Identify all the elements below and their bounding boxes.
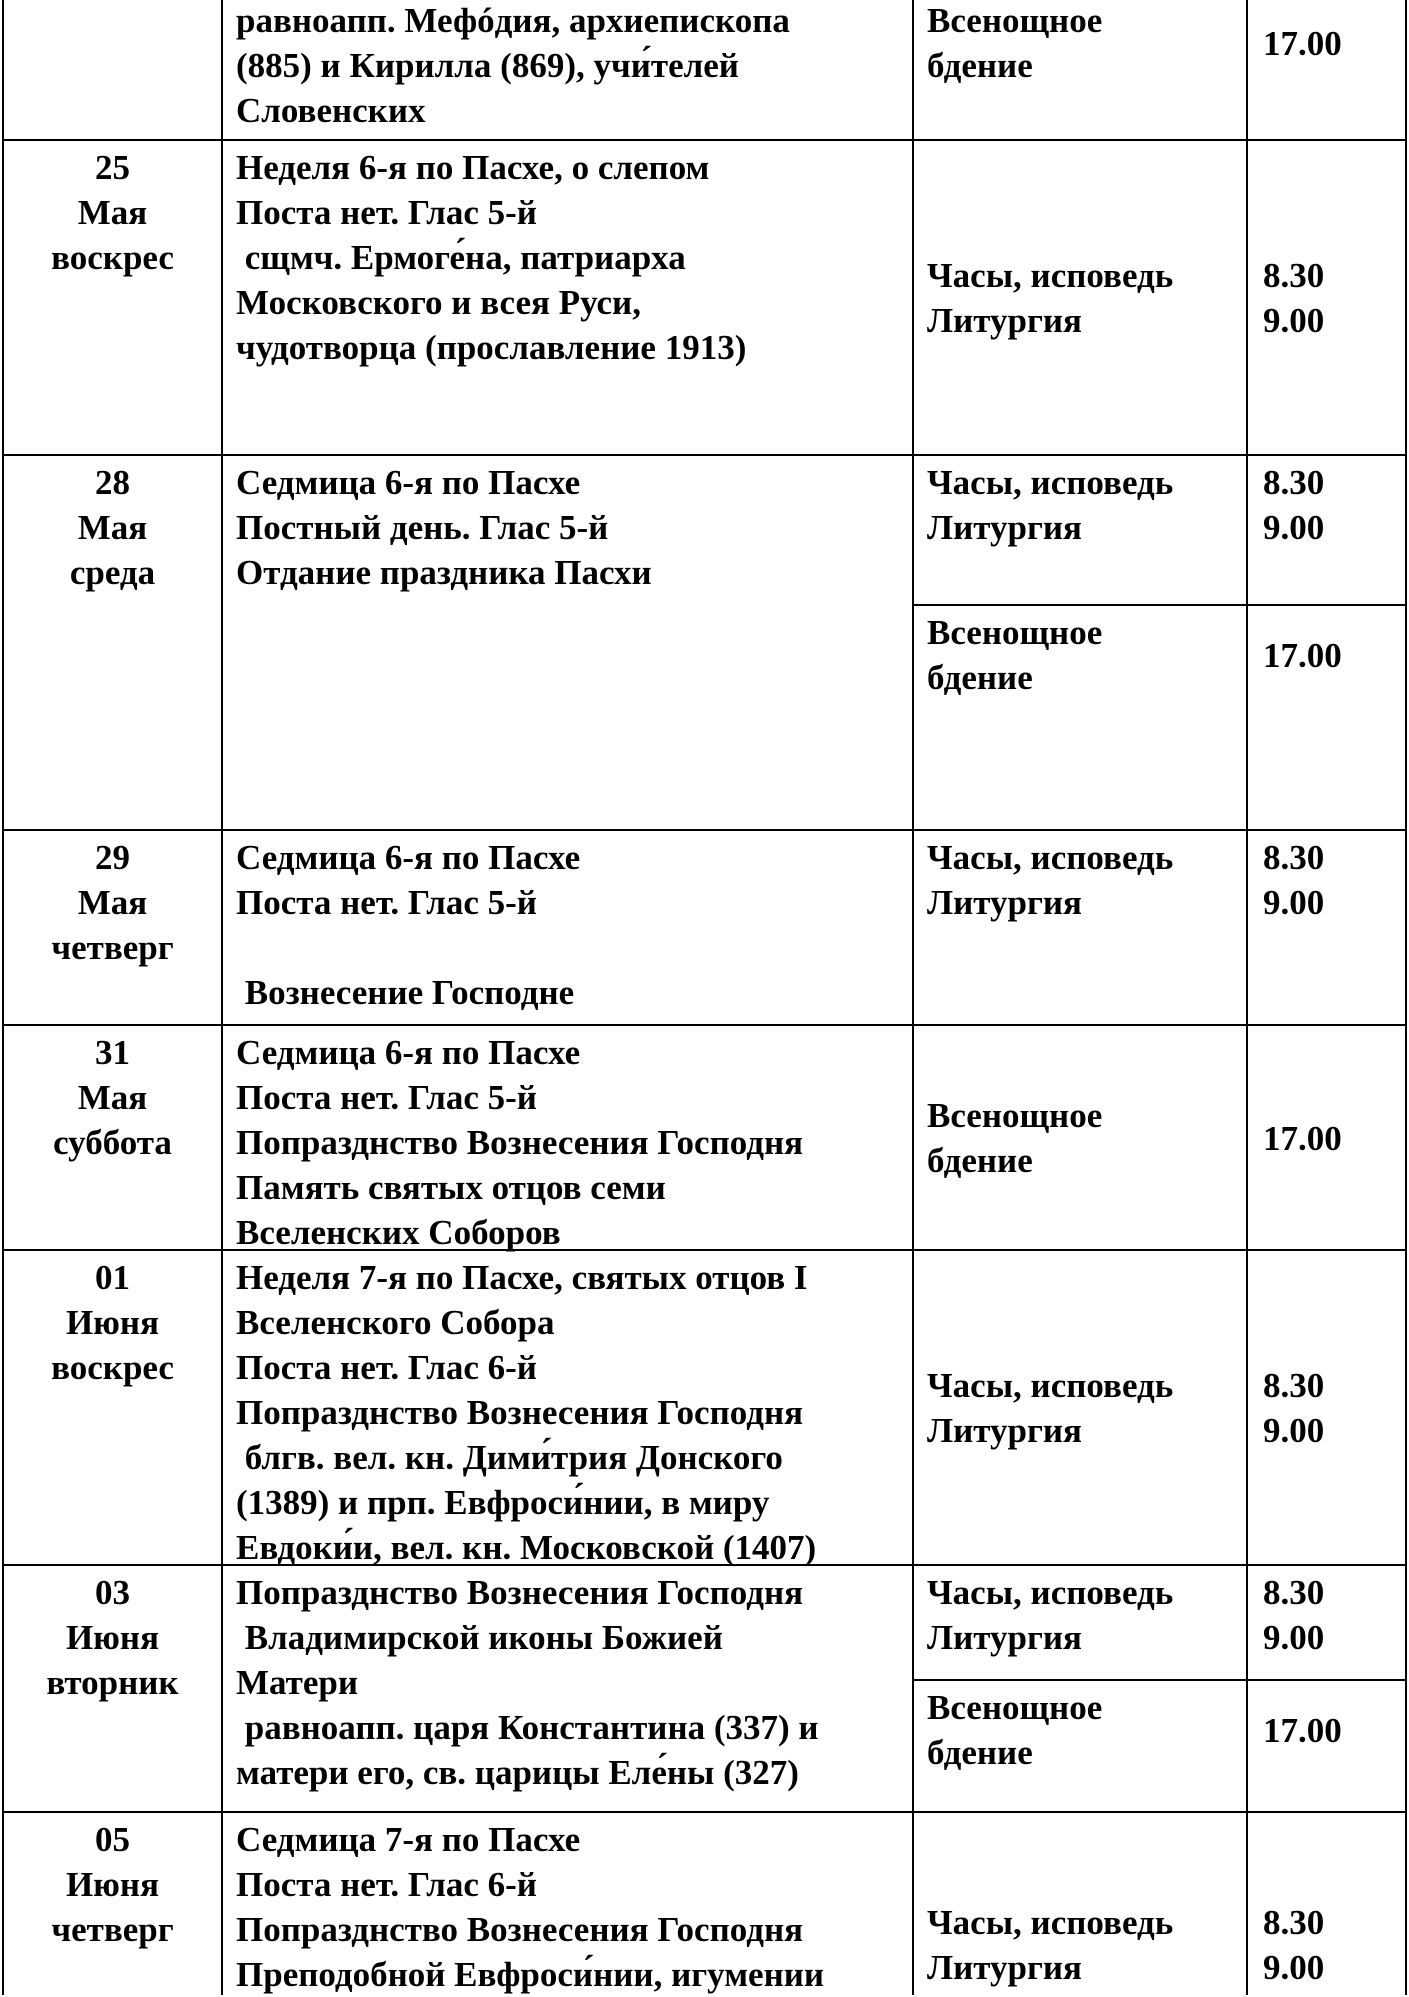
service-time-cell: [1263, 1900, 1404, 1990]
service-name-cell-line: Литургия: [927, 1948, 1082, 1987]
description-cell-line: Матери: [236, 1663, 358, 1702]
service-name-cell-line: Литургия: [927, 1618, 1082, 1657]
date-cell-line: вторник: [46, 1663, 179, 1702]
description-cell-line: (1389) и прп. Евфроси́нии, в миру: [236, 1483, 770, 1522]
service-time-cell-line: 8.30: [1263, 1366, 1325, 1405]
service-name-cell-line: Литургия: [927, 883, 1082, 922]
description-cell-line: блгв. вел. кн. Дими́трия Донского: [236, 1438, 783, 1477]
table-horizontal-rule: [3, 1024, 1406, 1026]
description-cell-line: Седмица 6-я по Пасхе: [236, 838, 581, 877]
description-cell-line: Вселенских Соборов: [236, 1213, 561, 1252]
service-name-cell-line: бдение: [927, 658, 1033, 697]
description-cell-line: Поста нет. Глас 5-й: [236, 1078, 537, 1117]
service-name-cell-line: Часы, исповедь: [927, 463, 1174, 502]
service-time-cell-line: 8.30: [1263, 838, 1325, 877]
service-name-cell-line: бдение: [927, 1141, 1033, 1180]
service-name-cell-line: Всенощное: [927, 1688, 1103, 1727]
description-cell-line: Владимирской иконы Божией: [236, 1618, 723, 1657]
description-cell-line: Постный день. Глас 5-й: [236, 508, 609, 547]
service-name-cell-line: бдение: [927, 1733, 1033, 1772]
date-cell-line: Июня: [65, 1303, 160, 1342]
description-cell-line: Седмица 6-я по Пасхе: [236, 1033, 581, 1072]
description-cell-line: [236, 925, 911, 970]
service-name-cell: [927, 835, 1245, 925]
service-name-cell: [927, 1363, 1245, 1453]
description-cell-line: Поста нет. Глас 5-й: [236, 883, 537, 922]
service-time-cell-line: 17.00: [1263, 1119, 1342, 1158]
description-cell-line: сщмч. Ермоге́на, патриарха: [236, 238, 686, 277]
description-cell-line: чудотворца (прославление 1913): [236, 328, 747, 367]
date-cell-line: Мая: [77, 1078, 148, 1117]
service-name-cell: [927, 1900, 1245, 1990]
description-cell-line: Неделя 7-я по Пасхе, святых отцов I: [236, 1258, 808, 1297]
service-time-cell-line: 17.00: [1263, 1711, 1342, 1750]
date-cell: [3, 835, 222, 970]
description-cell-line: Поста нет. Глас 6-й: [236, 1865, 537, 1904]
date-cell-line: 01: [95, 1258, 130, 1297]
date-cell: [3, 1255, 222, 1390]
description-cell-line: Попразднство Вознесения Господня: [236, 1573, 804, 1612]
service-time-cell-line: 17.00: [1263, 24, 1342, 63]
description-cell-line: Московского и всея Руси,: [236, 283, 641, 322]
table-vertical-rule: [1405, 0, 1407, 1995]
service-time-cell-line: 8.30: [1263, 256, 1325, 295]
description-cell-line: Память святых отцов семи: [236, 1168, 666, 1207]
service-name-cell-line: Всенощное: [927, 1, 1103, 40]
service-name-cell-line: Литургия: [927, 508, 1082, 547]
date-cell-line: воскрес: [51, 1348, 174, 1387]
description-cell-line: матери его, св. царицы Еле́ны (327): [236, 1753, 799, 1792]
service-time-cell: [1263, 835, 1404, 925]
date-cell-line: 29: [95, 838, 130, 877]
date-cell-line: воскрес: [51, 238, 174, 277]
service-time-cell-line: 9.00: [1263, 1411, 1325, 1450]
description-cell: [236, 460, 911, 595]
service-name-cell: [927, 1685, 1245, 1775]
service-time-cell-line: 8.30: [1263, 463, 1325, 502]
service-time-cell: [1263, 633, 1404, 678]
table-horizontal-rule: [3, 139, 1406, 141]
service-time-cell-line: 8.30: [1263, 1903, 1325, 1942]
description-cell-line: Седмица 7-я по Пасхе: [236, 1820, 581, 1859]
service-name-cell: [927, 253, 1245, 343]
service-time-cell-line: 9.00: [1263, 1618, 1325, 1657]
service-name-cell: [927, 610, 1245, 700]
date-cell: [3, 145, 222, 280]
service-name-cell-line: Всенощное: [927, 1096, 1103, 1135]
description-cell-line: Попразднство Вознесения Господня: [236, 1393, 804, 1432]
table-vertical-rule: [912, 0, 914, 1995]
date-cell: [3, 1030, 222, 1165]
description-cell-line: Преподобной Евфроси́нии, игумении: [236, 1955, 825, 1994]
service-name-cell: [927, 1570, 1245, 1660]
description-cell: [236, 1255, 911, 1570]
service-name-cell-line: Часы, исповедь: [927, 256, 1174, 295]
table-horizontal-rule: [3, 1811, 1406, 1813]
date-cell-line: среда: [69, 553, 156, 592]
description-cell-line: Попразднство Вознесения Господня: [236, 1910, 804, 1949]
description-cell: [236, 145, 911, 370]
service-time-cell: [1263, 1116, 1404, 1161]
service-time-cell: [1263, 253, 1404, 343]
date-cell-line: Июня: [65, 1865, 160, 1904]
table-horizontal-rule: [913, 604, 1406, 606]
description-cell-line: Поста нет. Глас 5-й: [236, 193, 537, 232]
table-horizontal-rule: [3, 829, 1406, 831]
table-horizontal-rule: [3, 454, 1406, 456]
service-time-cell: [1263, 21, 1404, 66]
date-cell-line: 05: [95, 1820, 130, 1859]
service-name-cell-line: Часы, исповедь: [927, 1366, 1174, 1405]
service-time-cell-line: 8.30: [1263, 1573, 1325, 1612]
service-name-cell: [927, 460, 1245, 550]
service-name-cell-line: Литургия: [927, 1411, 1082, 1450]
service-time-cell: [1263, 460, 1404, 550]
service-time-cell-line: 9.00: [1263, 508, 1325, 547]
date-cell: [3, 460, 222, 595]
service-name-cell-line: Всенощное: [927, 613, 1103, 652]
description-cell-line: Евдоки́и, вел. кн. Московской (1407): [236, 1528, 817, 1567]
description-cell: [236, 1030, 911, 1255]
date-cell-line: Июня: [65, 1618, 160, 1657]
date-cell-line: 31: [95, 1033, 130, 1072]
table-vertical-rule: [1246, 0, 1248, 1995]
service-time-cell-line: 17.00: [1263, 636, 1342, 675]
service-name-cell-line: Часы, исповедь: [927, 838, 1174, 877]
date-cell-line: 28: [95, 463, 130, 502]
description-cell-line: Вселенского Собора: [236, 1303, 555, 1342]
service-name-cell-line: Часы, исповедь: [927, 1903, 1174, 1942]
date-cell-line: суббота: [53, 1123, 172, 1162]
date-cell-line: 25: [95, 148, 130, 187]
service-time-cell: [1263, 1570, 1404, 1660]
service-time-cell-line: 9.00: [1263, 301, 1325, 340]
service-name-cell-line: бдение: [927, 46, 1033, 85]
service-name-cell: [927, 0, 1245, 88]
date-cell-line: Мая: [77, 883, 148, 922]
description-cell: [236, 835, 911, 1015]
service-time-cell-line: 9.00: [1263, 1948, 1325, 1987]
description-cell-line: Неделя 6-я по Пасхе, о слепом: [236, 148, 710, 187]
description-cell-line: Попразднство Вознесения Господня: [236, 1123, 804, 1162]
service-time-cell: [1263, 1363, 1404, 1453]
description-cell: [236, 1817, 911, 1997]
description-cell: [236, 0, 911, 133]
service-time-cell-line: 9.00: [1263, 883, 1325, 922]
date-cell-line: четверг: [51, 1910, 174, 1949]
date-cell-line: Мая: [77, 508, 148, 547]
description-cell-line: Отдание праздника Пасхи: [236, 553, 652, 592]
description-cell-line: Поста нет. Глас 6-й: [236, 1348, 537, 1387]
date-cell: [3, 1817, 222, 1952]
service-name-cell: [927, 1093, 1245, 1183]
description-cell-line: равноапп. Мефóдия, архиепископа: [236, 1, 790, 40]
description-cell: [236, 1570, 911, 1795]
description-cell-line: равноапп. царя Константина (337) и: [236, 1708, 819, 1747]
date-cell-line: четверг: [51, 928, 174, 967]
date-cell: [3, 1570, 222, 1705]
service-name-cell-line: Литургия: [927, 301, 1082, 340]
date-cell-line: Мая: [77, 193, 148, 232]
service-time-cell: [1263, 1708, 1404, 1753]
table-horizontal-rule: [913, 1679, 1406, 1681]
date-cell-line: 03: [95, 1573, 130, 1612]
description-cell-line: (885) и Кирилла (869), учи́телей: [236, 46, 739, 85]
description-cell-line: Седмица 6-я по Пасхе: [236, 463, 581, 502]
description-cell-line: Вознесение Господне: [236, 973, 575, 1012]
service-name-cell-line: Часы, исповедь: [927, 1573, 1174, 1612]
description-cell-line: Словенских: [236, 91, 426, 130]
